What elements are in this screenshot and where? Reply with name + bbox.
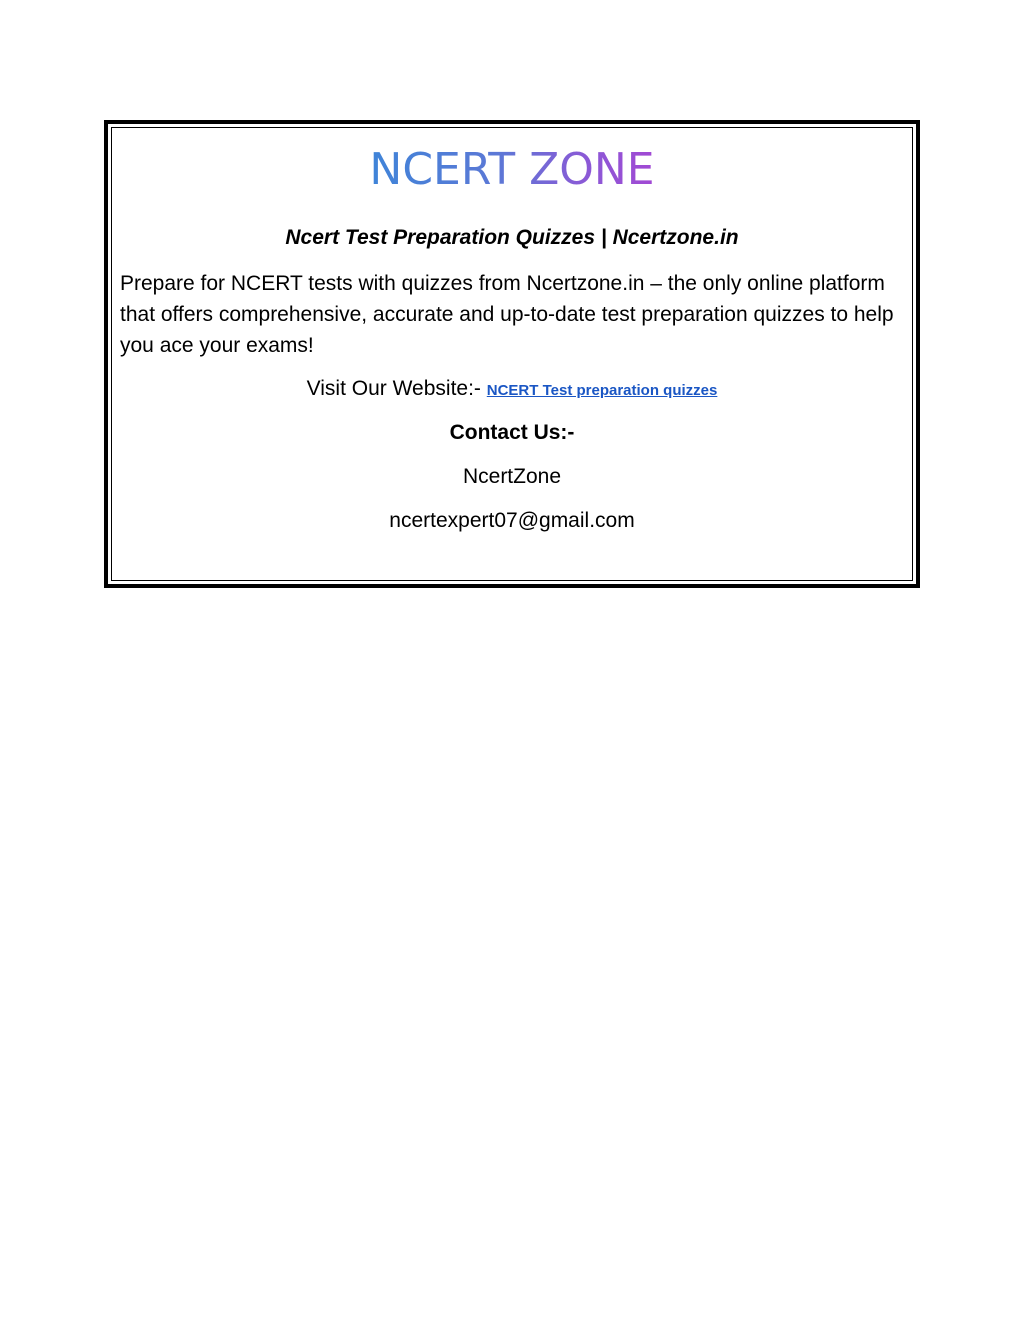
document-frame bbox=[104, 120, 920, 588]
logo-text: NCERT ZONE bbox=[369, 144, 655, 195]
website-link[interactable]: NCERT Test preparation quizzes bbox=[486, 382, 718, 399]
document-description: Prepare for NCERT tests with quizzes from Ncertzone.in – the only online platform that offers comprehensive, accurate and up-to-date test preparation quizzes to help you ace your exams! bbox=[120, 272, 894, 357]
contact-email: ncertexpert07@gmail.com bbox=[389, 509, 635, 532]
ncert-zone-logo bbox=[108, 144, 916, 196]
visit-website-label: Visit Our Website:- bbox=[306, 377, 487, 400]
contact-name: NcertZone bbox=[462, 465, 562, 488]
document-title: Ncert Test Preparation Quizzes | Ncertzone.in bbox=[285, 226, 739, 249]
contact-heading: Contact Us:- bbox=[449, 421, 575, 444]
visit-website-line bbox=[108, 374, 916, 406]
